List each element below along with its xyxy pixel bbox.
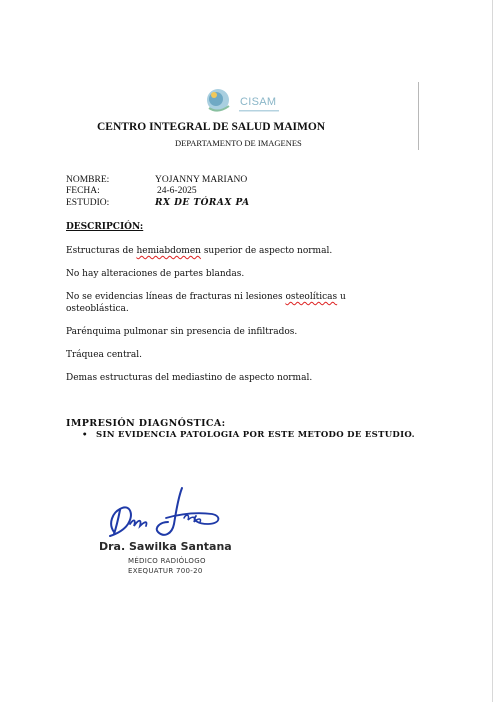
date-label: FECHA:: [66, 186, 100, 196]
description-title: DESCRIPCIÓN:: [66, 222, 144, 232]
exam-date: 24-6-2025: [157, 186, 197, 196]
doctor-license: EXEQUATUR 700-20: [128, 567, 203, 575]
finding-paragraph: Parénquima pulmonar sin presencia de infiltrados.: [66, 327, 298, 337]
doctor-title: MÉDICO RADIÓLOGO: [128, 557, 206, 565]
margin-marker: [418, 82, 419, 150]
clinic-name: CENTRO INTEGRAL DE SALUD MAIMON: [97, 121, 326, 133]
study-label: ESTUDIO:: [66, 198, 110, 208]
spellcheck-word: osteolíticas: [285, 292, 338, 302]
finding-text: No se evidencias líneas de fracturas ni lesiones: [66, 292, 286, 302]
finding-text: u osteoblástica.: [66, 292, 346, 314]
page-edge: [492, 0, 493, 702]
finding-text: Estructuras de: [66, 246, 137, 256]
impression-title: IMPRESIÓN DIAGNÓSTICA:: [66, 418, 226, 429]
finding-paragraph: Demas estructuras del mediastino de aspecto normal.: [66, 373, 313, 383]
name-label: NOMBRE:: [66, 175, 110, 185]
finding-text: superior de aspecto normal.: [200, 246, 333, 256]
impression-list-item: [82, 430, 415, 440]
doctor-name: Dra. Sawilka Santana: [99, 540, 232, 553]
finding-paragraph: [66, 245, 376, 257]
spellcheck-word: hemiabdomen: [136, 246, 201, 256]
study-type: RX DE TÓRAX PA: [155, 198, 250, 208]
logo-text: CISAM: [240, 96, 277, 108]
finding-paragraph: No hay alteraciones de partes blandas.: [66, 269, 245, 279]
department-name: DEPARTAMENTO DE IMAGENES: [175, 138, 302, 148]
handwritten-signature: [100, 484, 230, 542]
patient-name: YOJANNY MARIANO: [155, 175, 248, 185]
finding-paragraph: Tráquea central.: [66, 350, 142, 360]
bullet-icon: •: [82, 430, 88, 440]
finding-paragraph: [66, 291, 376, 315]
impression-text: SIN EVIDENCIA PATOLOGIA POR ESTE METODO DE ESTUDIO.: [96, 430, 415, 440]
